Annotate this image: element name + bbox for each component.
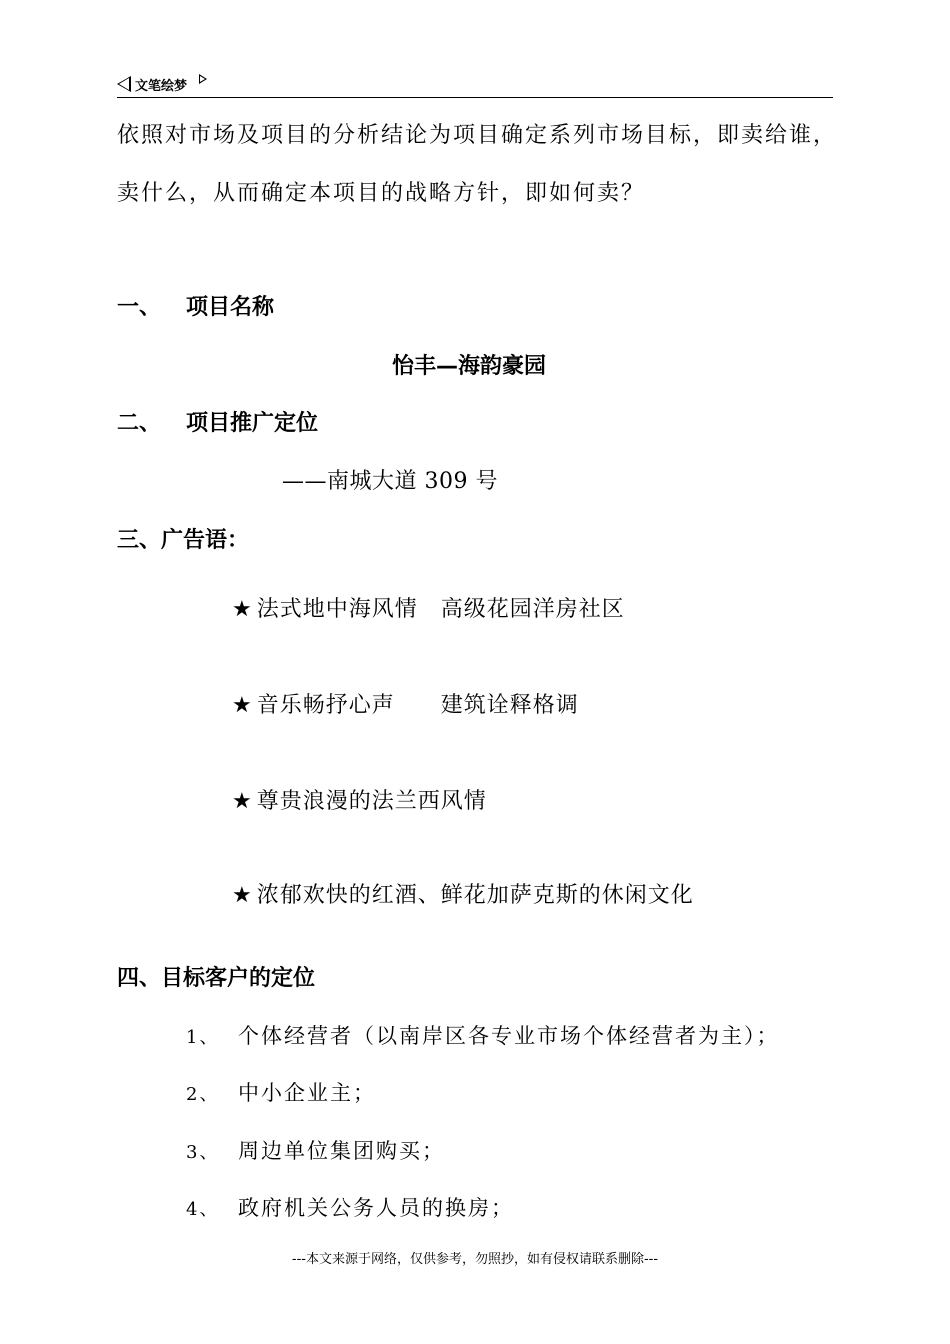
triangle-right-icon <box>199 74 207 84</box>
target-number: 1、 <box>186 1027 220 1048</box>
header-divider <box>117 97 833 98</box>
slogan-text: 尊贵浪漫的法兰西风情 <box>256 789 487 814</box>
target-item-2 <box>186 1077 376 1107</box>
page-header <box>117 73 207 95</box>
slogan-4 <box>232 878 694 909</box>
target-text: 中小企业主； <box>238 1081 376 1105</box>
target-item-4 <box>186 1192 514 1222</box>
target-item-1 <box>186 1020 780 1050</box>
star-icon: ★ <box>232 597 253 622</box>
section-1-number: 一、 <box>117 295 162 320</box>
star-icon: ★ <box>232 883 253 908</box>
page-footer: ---本文来源于网络，仅供参考，勿照抄，如有侵权请联系删除--- <box>291 1252 659 1267</box>
target-number: 3、 <box>186 1142 220 1163</box>
header-logo-text: 文笔绘梦 <box>135 78 188 94</box>
intro-line-1: 依照对市场及项目的分析结论为项目确定系列市场目标，即卖给谁， <box>117 123 838 148</box>
triangle-left-icon <box>117 76 131 92</box>
intro-line-2: 卖什么，从而确定本项目的战略方针，即如何卖？ <box>117 181 646 206</box>
slogan-3 <box>232 784 487 815</box>
slogan-text: 音乐畅抒心声 建筑诠释格调 <box>256 693 579 718</box>
star-icon: ★ <box>232 789 253 814</box>
project-address: ——南城大道 309 号 <box>282 469 498 494</box>
target-text: 周边单位集团购买； <box>238 1139 445 1163</box>
target-number: 2、 <box>186 1084 220 1105</box>
slogan-text: 法式地中海风情 高级花园洋房社区 <box>256 597 625 622</box>
target-number: 4、 <box>186 1199 220 1220</box>
section-2-title: 项目推广定位 <box>186 411 319 436</box>
target-text: 个体经营者（以南岸区各专业市场个体经营者为主）； <box>238 1024 780 1048</box>
project-name: 怡丰—海韵豪园 <box>392 354 547 379</box>
section-4-heading: 四、目标客户的定位 <box>117 966 316 991</box>
section-2-number: 二、 <box>117 411 162 436</box>
slogan-text: 浓郁欢快的红酒、鲜花加萨克斯的休闲文化 <box>256 883 694 908</box>
section-3-heading: 三、广告语： <box>117 528 250 553</box>
section-1-title: 项目名称 <box>186 295 275 320</box>
slogan-2 <box>232 688 579 719</box>
star-icon: ★ <box>232 693 253 718</box>
target-text: 政府机关公务人员的换房； <box>238 1196 514 1220</box>
slogan-1 <box>232 592 625 623</box>
target-item-3 <box>186 1135 445 1165</box>
